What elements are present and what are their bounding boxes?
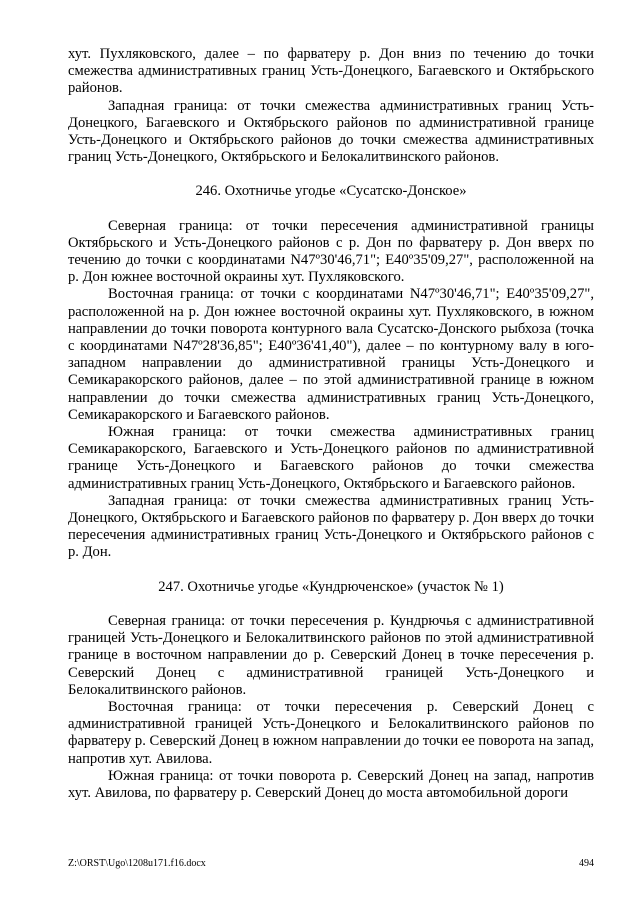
- section-heading-247: 247. Охотничье угодье «Кундрюченское» (участок № 1): [158, 578, 504, 595]
- paragraph-continuation: хут. Пухляковского, далее – по фарватеру р. Дон вниз по течению до точки смежества административных границ Усть-Донецкого, Багаевского и Октябрьского районов.: [68, 46, 594, 97]
- document-page: [68, 46, 594, 802]
- footer-file-path: Z:\ORST\Ugo\1208u171.f16.docx: [68, 858, 206, 869]
- paragraph-west-border: Западная граница: от точки смежества административных границ Усть-Донецкого, Октябрьского и Багаевского районов по фарватеру р. Дон вверх до точки пересечения административных границ Усть-Донецкого и Октябрьского районов с р. Дон.: [68, 492, 595, 561]
- paragraph-north-border: Северная граница: от точки пересечения административной границы Октябрьского и Усть-Донецкого районов с р. Дон по фарватеру р. Дон вверх по течению до точки с координатами N47º30'46,71"; E40º35'09,27", расположенной на р. Дон южнее восточной окраины хут. Пухляковского.: [68, 217, 594, 286]
- page-number: 494: [579, 858, 594, 869]
- paragraph-south-border: Южная граница: от точки смежества административных границ Семикаракорского, Багаевского и Усть-Донецкого районов по административной границе Усть-Донецкого и Багаевского районов до точки смежества административных границ Усть-Донецкого, Октябрьского и Багаевского районов.: [68, 424, 594, 492]
- paragraph-south-border: Южная граница: от точки поворота р. Северский Донец на запад, напротив хут. Авилова, по фарватеру р. Северский Донец до моста автомобильной дороги: [68, 767, 594, 801]
- paragraph-west-border: Западная граница: от точки смежества административных границ Усть-Донецкого, Багаевского и Октябрьского районов по административной границе Усть-Донецкого и Октябрьского районов до точки смежества административных границ Усть-Донецкого, Октябрьского и Белокалитвинского районов.: [68, 97, 594, 166]
- paragraph-north-border: Северная граница: от точки пересечения р. Кундрючья с административной границей Усть-Донецкого и Белокалитвинского районов по этой административной границе в восточном направлении до р. Северский Донец в точке пересечения р. Северский Донец с административной границей Усть-Донецкого и Белокалитвинского районов.: [68, 612, 594, 698]
- paragraph-east-border: Восточная граница: от точки с координатами N47º30'46,71"; E40º35'09,27", расположенной на р. Дон южнее восточной окраины хут. Пухляковского, в южном направлении до точки поворота контурного вала Сусатско-Донского рыбхоза (точка с координатами N47º28'36,85"; E40º36'41,40"), далее – по контурному валу в юго-западном направлении до административной границы Усть-Донецкого и Семикаракорского районов, далее – по этой административной границе в южном направлении до точки смежества административных границ Усть-Донецкого, Семикаракорского и Багаевского районов.: [68, 286, 594, 423]
- section-heading-246: 246. Охотничье угодье «Сусатско-Донское»: [195, 183, 467, 200]
- paragraph-east-border: Восточная граница: от точки пересечения р. Северский Донец с административной границей Усть-Донецкого и Белокалитвинского районов по фарватеру р. Северский Донец в южном направлении до точки ее поворота на запад, напротив хут. Авилова.: [68, 698, 595, 767]
